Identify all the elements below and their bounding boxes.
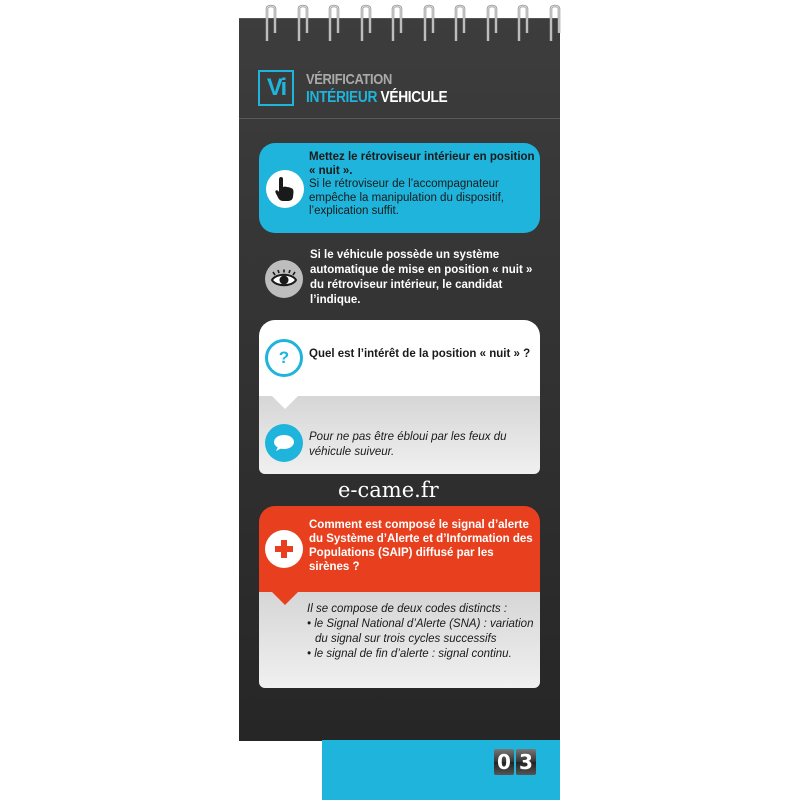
spiral-ring xyxy=(359,3,373,43)
eye-icon xyxy=(265,260,303,298)
card-header xyxy=(258,70,538,110)
question1-text: Quel est l’intérêt de la position « nuit » ? xyxy=(309,348,531,360)
answer2-notch xyxy=(271,591,299,605)
spiral-ring xyxy=(453,3,467,43)
spiral-ring xyxy=(422,3,436,43)
instruction-bold: Mettez le rétroviseur intérieur en position « nuit ». xyxy=(309,151,535,177)
answer2-intro: Il se compose de deux codes distincts : xyxy=(307,603,508,615)
question2-box xyxy=(259,506,540,592)
header-title-vehicule: VÉHICULE xyxy=(380,89,448,106)
first-aid-plus-icon xyxy=(265,530,303,568)
spiral-ring xyxy=(296,3,310,43)
answer1-text: Pour ne pas être ébloui par les feux du véhicule suiveur. xyxy=(309,431,507,458)
header-divider xyxy=(239,118,560,119)
spiral-ring xyxy=(327,3,341,43)
spiral-ring xyxy=(264,3,278,43)
spiral-ring xyxy=(485,3,499,43)
header-title-line1: VÉRIFICATION xyxy=(306,71,392,88)
vi-logo: Vi xyxy=(258,70,294,106)
answer2-item: • le signal de fin d’alerte : signal continu. xyxy=(307,648,512,660)
question2-text: Comment est composé le signal d’alerte du Système d’Alerte et d’Information des Populations (SAIP) diffusé par les sirènes ? xyxy=(309,519,533,573)
page-digit: 0 xyxy=(494,749,514,775)
question-mark-icon: ? xyxy=(265,339,303,377)
spiral-ring xyxy=(548,3,562,43)
header-title-line2 xyxy=(306,89,447,107)
instruction-text xyxy=(309,151,537,219)
page-digit: 3 xyxy=(516,749,536,775)
spiral-ring xyxy=(516,3,530,43)
instruction-body: Si le rétroviseur de l’accompagnateur empêche la manipulation du dispositif, l’explication suffit. xyxy=(309,178,504,217)
answer1-notch xyxy=(271,395,299,409)
answer1-box xyxy=(259,396,540,474)
header-title-interieur: INTÉRIEUR xyxy=(306,89,378,106)
answer2-box xyxy=(259,592,540,688)
watermark: e-came.fr xyxy=(338,478,439,502)
page-number xyxy=(494,749,536,775)
question1-box xyxy=(259,320,540,396)
instruction-bubble xyxy=(259,143,540,233)
observation-block xyxy=(259,244,540,314)
spiral-ring xyxy=(390,3,404,43)
pointing-hand-icon xyxy=(266,170,304,208)
observation-text: Si le véhicule possède un système automatique de mise en position « nuit » du rétroviseur intérieur, le candidat l’indique. xyxy=(310,249,533,306)
speech-bubble-icon xyxy=(265,424,303,462)
answer2-item: • le Signal National d’Alerte (SNA) : variation du signal sur trois cycles successifs xyxy=(307,618,534,645)
answer2-text xyxy=(307,602,535,662)
